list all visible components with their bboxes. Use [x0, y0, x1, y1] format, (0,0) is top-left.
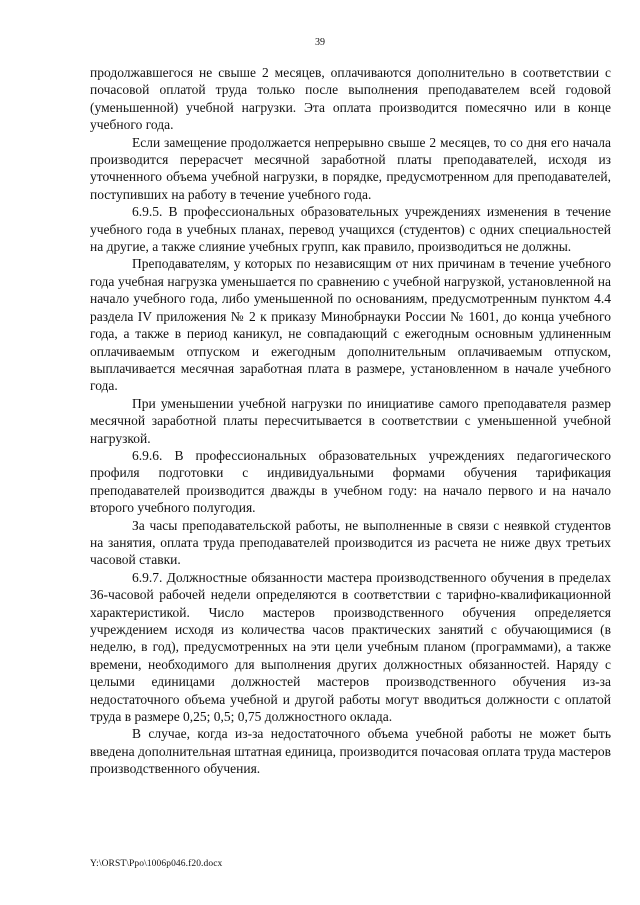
paragraph-1: продолжавшегося не свыше 2 месяцев, оплачиваются дополнительно в соответствии с почасовой оплатой труда только после выполнения преподавателем всей годовой (уменьшенной) учебной нагрузки. Эта оплата производится помесячно или в конце учебного года.	[90, 65, 611, 133]
footer-file-path: Y:\ORST\Ppo\1006p046.f20.docx	[90, 859, 223, 869]
paragraph-9: В случае, когда из-за недостаточного объема учебной работы не может быть введена дополнительная штатная единица, производится почасовая оплата труда мастеров производственного обучения.	[90, 726, 611, 777]
page-number: 39	[315, 37, 325, 48]
paragraph-8: 6.9.7. Должностные обязанности мастера производственного обучения в пределах 36-часовой рабочей недели определяются в соответствии с тарифно-квалификационной характеристикой. Число мастеров производственного обучения определяется учреждением исходя из количества часов практических занятий с обучающимися (в неделю, в год), предусмотренных на эти цели учебным планом (программами), а также времени, необходимого для выполнения других должностных обязанностей. Наряду с целыми единицами должностей мастеров производственного обучения из-за недостаточного объема учебной и другой работы могут вводиться должности с оплатой труда в размере 0,25; 0,5; 0,75 должностного оклада.	[90, 569, 611, 725]
paragraph-6: 6.9.6. В профессиональных образовательных учреждениях педагогического профиля подготовки с индивидуальными формами обучения тарификация преподавателей производится дважды в учебном году: на начало первого и на начало второго учебного полугодия.	[90, 447, 611, 516]
paragraph-3: 6.9.5. В профессиональных образовательных учреждениях изменения в течение учебного года в учебных планах, перевод учащихся (студентов) с одних специальностей на другие, а также слияние учебных групп, как правило, производиться не должны.	[90, 204, 611, 255]
paragraph-5: При уменьшении учебной нагрузки по инициативе самого преподавателя размер месячной заработной платы пересчитывается в соответствии с уменьшенной учебной нагрузкой.	[90, 395, 611, 446]
paragraph-2: Если замещение продолжается непрерывно свыше 2 месяцев, то со дня его начала производится перерасчет месячной заработной платы преподавателей, исходя из уточненного объема учебной нагрузки, в порядке, предусмотренном для преподавателей, поступивших на работу в течение учебного года.	[90, 134, 611, 202]
document-body	[90, 64, 611, 778]
paragraph-7: За часы преподавательской работы, не выполненные в связи с неявкой студентов на занятия, оплата труда преподавателей производится из расчета не ниже двух третьих часовой ставки.	[90, 517, 611, 568]
paragraph-4: Преподавателям, у которых по независящим от них причинам в течение учебного года учебная нагрузка уменьшается по сравнению с учебной нагрузкой, установленной на начало учебного года, либо уменьшенной по основаниям, предусмотренным пунктом 4.4 раздела IV приложения № 2 к приказу Минобрнауки России № 1601, до конца учебного года, а также в период каникул, не совпадающий с ежегодным основным удлиненным оплачиваемым отпуском и ежегодным дополнительным оплачиваемым отпуском, выплачивается месячная заработная плата в размере, установленном в начале учебного года.	[90, 256, 611, 394]
